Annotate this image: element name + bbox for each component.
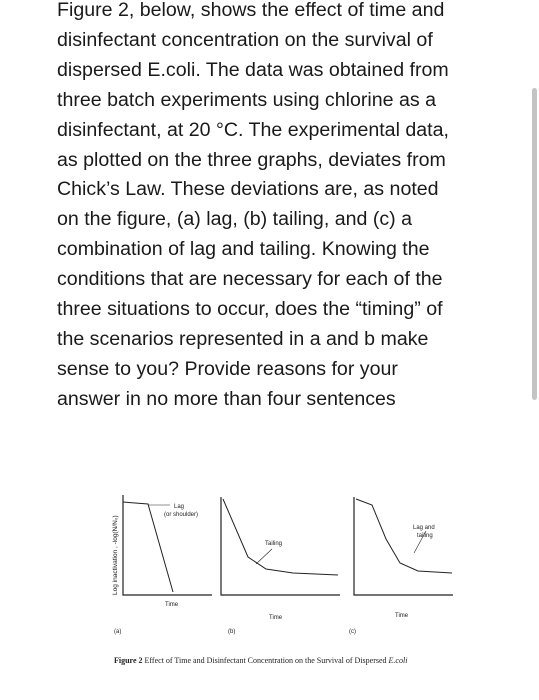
panel-c-axes — [354, 497, 453, 595]
panel-a-annotation: Lag — [174, 504, 185, 510]
question-line: dispersed E.coli. The data was obtained from — [57, 58, 449, 81]
panel-c-annotation: Lag and — [413, 525, 435, 531]
panel-a-x-axis-label: Time — [165, 602, 179, 608]
question-line: Figure 2, below, shows the effect of time and — [57, 0, 445, 21]
question-text — [57, 0, 527, 415]
panel-b-annotation: Tailing — [265, 541, 283, 547]
caption-organism: E.coli — [388, 656, 408, 665]
panel-a — [114, 495, 212, 635]
panel-c-annotation: tailing — [417, 533, 433, 539]
caption-text: Effect of Time and Disinfectant Concentration on the Survival of Dispersed — [142, 656, 389, 665]
y-axis-label: Log inactivation , -log(N/N₀) — [112, 515, 119, 595]
question-line: three batch experiments using chlorine as a — [57, 88, 437, 111]
panel-c-curve — [356, 499, 452, 573]
question-line: on the figure, (a) lag, (b) tailing, and (c) a — [57, 208, 413, 231]
question-line: three situations to occur, does the “timing” of — [57, 298, 443, 321]
panel-a-letter: (a) — [114, 629, 122, 635]
caption-label: Figure 2 — [114, 656, 143, 665]
question-line: conditions that are necessary for each of the — [57, 268, 443, 291]
scrollbar[interactable] — [532, 88, 537, 400]
panel-b — [221, 497, 340, 635]
question-line: as plotted on the three graphs, deviates from — [57, 148, 446, 171]
panel-c — [349, 497, 453, 635]
question-line: sense to you? Provide reasons for your — [57, 357, 398, 380]
panel-b-curve — [223, 499, 338, 575]
panel-b-letter: (b) — [228, 629, 236, 635]
panel-c-x-axis-label: Time — [395, 613, 409, 619]
question-line: disinfectant, at 20 °C. The experimental data, — [57, 118, 449, 141]
panel-a-annotation: (or shoulder) — [164, 512, 199, 518]
figure-2-graphs — [108, 487, 468, 647]
figure-caption — [114, 656, 524, 665]
question-line: Chick’s Law. These deviations are, as noted — [57, 178, 439, 201]
panel-c-letter: (c) — [349, 629, 356, 635]
figure-2 — [108, 487, 468, 647]
panel-a-axes — [123, 495, 212, 595]
question-line: the scenarios represented in a and b make — [57, 327, 429, 350]
question-line: combination of lag and tailing. Knowing the — [57, 238, 430, 261]
question-line: answer in no more than four sentences — [57, 387, 396, 410]
question-line: disinfectant concentration on the survival of — [57, 28, 433, 51]
panel-b-annotation-pointer — [256, 549, 272, 564]
panel-b-x-axis-label: Time — [269, 615, 283, 621]
